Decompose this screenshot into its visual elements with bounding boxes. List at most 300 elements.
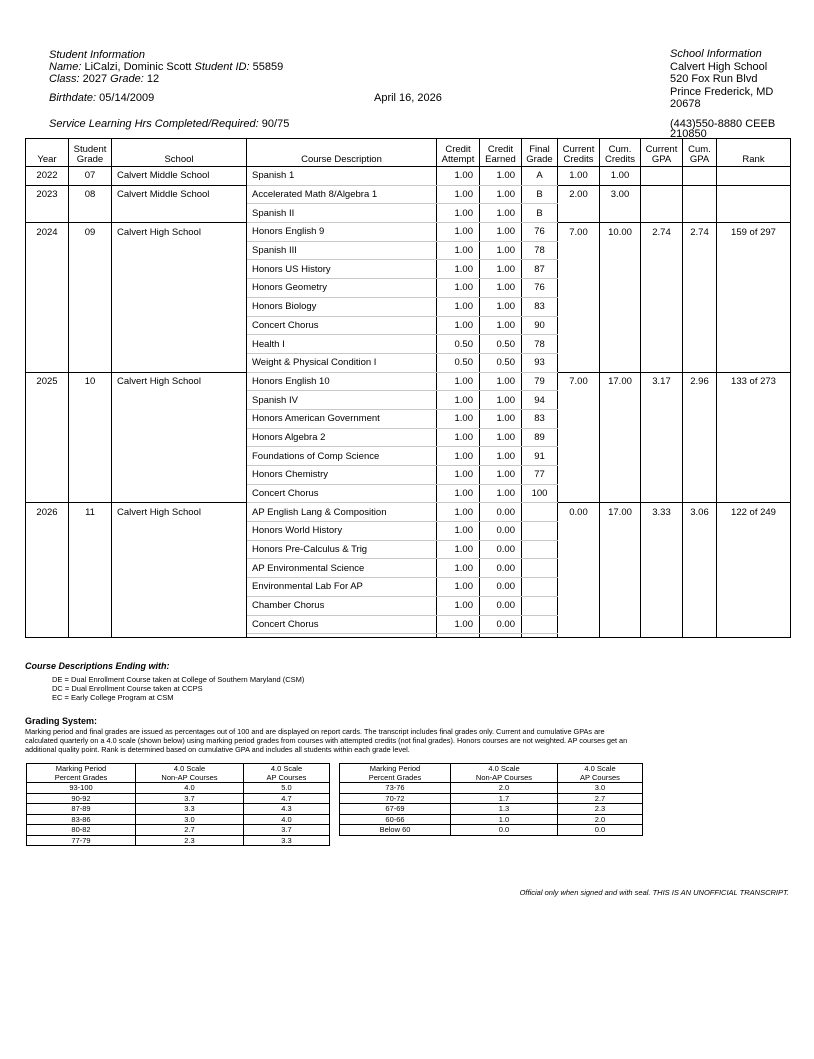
credit-earned: 1.00 [480,466,522,485]
header-current-gpa: Current GPA [641,139,683,167]
current-credits: 7.00 [558,223,600,242]
course-description: Honors Biology [247,297,437,316]
current-credits: 0.00 [558,503,600,522]
ap-points: 5.0 [244,783,330,794]
credit-earned: 1.00 [480,241,522,260]
non-ap-points: 2.3 [136,835,244,846]
current-gpa [641,316,683,335]
credit-earned: 1.00 [480,447,522,466]
rank [717,204,791,223]
year-cell: 2022 [26,167,69,186]
final-grade: 76 [522,223,558,242]
cum-credits [600,260,641,279]
year-cell [26,540,69,559]
current-gpa [641,297,683,316]
school-cell [112,297,247,316]
transcript-row [26,297,791,316]
ap-points: 2.7 [558,793,643,804]
school-zip: 20678 [670,98,701,110]
transcript-row [26,578,791,597]
class-value: 2027 [82,73,108,85]
percent-range: 93-100 [27,783,136,794]
school-cell [112,522,247,541]
course-description: AP Environmental Science [247,559,437,578]
final-grade: 78 [522,241,558,260]
current-credits: 2.00 [558,185,600,204]
final-grade [522,578,558,597]
final-grade [522,522,558,541]
student-id-label: Student ID: [194,61,250,73]
student-grade-cell: 08 [69,185,112,204]
year-cell [26,279,69,298]
cum-gpa: 2.96 [683,372,717,391]
transcript-row [26,335,791,354]
print-date: April 16, 2026 [374,92,442,104]
cum-gpa [683,297,717,316]
credit-attempt: 1.00 [437,372,480,391]
grading-description: Marking period and final grades are issued as percentages out of 100 and are displayed on report cards. The transcript includes final grades only. Current and cumulative GPAs are calculated quarterly on a 4.0 scale (shown below) using marking period grades from courses with attempted credits (not final grades). Honors courses are not weighted. AP courses get an additional quality point. Rank is determined based on cumulative GPA and includes all students within each grade level. [25,727,628,754]
student-grade-cell [69,260,112,279]
course-description: Accelerated Math 8/Algebra 1 [247,185,437,204]
cum-credits [600,297,641,316]
current-gpa [641,428,683,447]
cum-gpa: 3.06 [683,503,717,522]
percent-range: 60-66 [340,814,451,825]
transcript-row [26,241,791,260]
current-gpa [641,466,683,485]
cum-gpa [683,522,717,541]
cum-credits [600,615,641,634]
percent-range: 77-79 [27,835,136,846]
cum-credits [600,540,641,559]
name-label: Name: [49,61,82,73]
cum-credits [600,335,641,354]
non-ap-points: 1.3 [451,804,558,815]
non-ap-points: 1.0 [451,814,558,825]
transcript-row [26,596,791,615]
grading-header-row [340,764,643,783]
ap-points: 3.3 [244,835,330,846]
rank [717,167,791,186]
grading-scale-table-left [26,763,330,846]
credit-earned: 0.00 [480,578,522,597]
rank [717,578,791,597]
school-cell: Calvert Middle School [112,185,247,204]
percent-range: 83-86 [27,814,136,825]
cum-credits [600,353,641,372]
year-cell [26,578,69,597]
final-grade: 89 [522,428,558,447]
cum-gpa [683,204,717,223]
credit-attempt: 1.00 [437,540,480,559]
school-cell: Calvert High School [112,503,247,522]
course-description: Spanish II [247,204,437,223]
percent-range: 70-72 [340,793,451,804]
current-credits [558,484,600,503]
credit-earned: 1.00 [480,185,522,204]
grading-header-ap: 4.0 Scale AP Courses [244,764,330,783]
final-grade: 83 [522,409,558,428]
transcript-row [26,466,791,485]
current-credits [558,353,600,372]
rank [717,428,791,447]
final-grade: 93 [522,353,558,372]
school-cell [112,540,247,559]
final-grade [522,615,558,634]
transcript-row [26,316,791,335]
rank [717,522,791,541]
rank [717,615,791,634]
transcript-table [25,138,791,638]
course-description: Foundations of Comp Science [247,447,437,466]
year-cell: 2024 [26,223,69,242]
credit-earned: 0.50 [480,353,522,372]
student-grade-cell [69,484,112,503]
credit-earned: 1.00 [480,428,522,447]
school-ceeb: 210850 [670,128,707,140]
course-description: Concert Chorus [247,484,437,503]
birthdate-value: 05/14/2009 [99,92,155,104]
current-gpa [641,447,683,466]
non-ap-points: 2.7 [136,825,244,836]
rank [717,260,791,279]
credit-attempt: 1.00 [437,297,480,316]
rank [717,391,791,410]
transcript-row [26,353,791,372]
current-gpa: 3.33 [641,503,683,522]
ap-points: 3.0 [558,783,643,794]
student-grade-cell: 07 [69,167,112,186]
cum-gpa: 2.74 [683,223,717,242]
year-cell [26,447,69,466]
credit-attempt: 1.00 [437,503,480,522]
year-cell [26,466,69,485]
non-ap-points: 2.0 [451,783,558,794]
student-grade-cell [69,297,112,316]
course-description: Environmental Lab For AP [247,578,437,597]
final-grade [522,540,558,559]
credit-earned: 1.00 [480,391,522,410]
school-cell [112,279,247,298]
credit-attempt: 1.00 [437,316,480,335]
credit-earned: 1.00 [480,223,522,242]
cum-credits [600,596,641,615]
year-cell [26,241,69,260]
grading-scale-row [27,783,330,794]
school-cell [112,391,247,410]
current-gpa [641,167,683,186]
rank [717,353,791,372]
grade-value: 12 [146,73,160,85]
transcript-row [26,447,791,466]
year-cell [26,522,69,541]
non-ap-points: 3.7 [136,793,244,804]
non-ap-points: 1.7 [451,793,558,804]
rank [717,297,791,316]
year-cell: 2025 [26,372,69,391]
cum-credits [600,578,641,597]
course-description: Honors American Government [247,409,437,428]
school-cell [112,316,247,335]
student-grade-cell [69,578,112,597]
header-cum-gpa: Cum. GPA [683,139,717,167]
credit-earned: 0.00 [480,596,522,615]
grading-scale-row [340,793,643,804]
current-gpa [641,596,683,615]
current-gpa: 3.17 [641,372,683,391]
cum-gpa [683,335,717,354]
cum-gpa [683,540,717,559]
cum-credits [600,241,641,260]
rank [717,316,791,335]
non-ap-points: 3.3 [136,804,244,815]
cum-credits [600,484,641,503]
student-name-line [49,61,283,73]
student-grade-cell [69,279,112,298]
current-credits [558,204,600,223]
course-description: Concert Chorus [247,316,437,335]
student-grade-cell [69,522,112,541]
cum-gpa [683,428,717,447]
unofficial-notice: Official only when signed and with seal. THIS IS AN UNOFFICIAL TRANSCRIPT. [519,888,789,897]
non-ap-points: 3.0 [136,814,244,825]
cum-credits [600,466,641,485]
cum-credits: 17.00 [600,372,641,391]
rank [717,185,791,204]
header-course: Course Description [247,139,437,167]
ap-points: 4.0 [244,814,330,825]
student-grade-cell [69,335,112,354]
credit-attempt: 1.00 [437,223,480,242]
final-grade [522,503,558,522]
cum-gpa [683,596,717,615]
student-id: 55859 [252,61,284,73]
student-grade-cell [69,596,112,615]
transcript-row [26,522,791,541]
rank [717,335,791,354]
final-grade: 90 [522,316,558,335]
header-rank: Rank [717,139,791,167]
credit-attempt: 1.00 [437,167,480,186]
final-grade [522,559,558,578]
cum-credits: 3.00 [600,185,641,204]
course-description: Honors English 9 [247,223,437,242]
credit-attempt: 1.00 [437,279,480,298]
year-cell [26,484,69,503]
current-gpa [641,185,683,204]
current-gpa [641,615,683,634]
year-cell: 2026 [26,503,69,522]
school-cell [112,353,247,372]
rank [717,447,791,466]
grading-header-row [27,764,330,783]
current-gpa [641,279,683,298]
current-gpa [641,484,683,503]
current-gpa [641,578,683,597]
transcript-row [26,615,791,634]
percent-range: 67-69 [340,804,451,815]
current-credits [558,279,600,298]
current-credits [558,409,600,428]
grading-scale-row [340,825,643,836]
rank [717,559,791,578]
course-description: Honors Algebra 2 [247,428,437,447]
service-label: Service Learning Hrs Completed/Required: [49,118,259,130]
student-info-heading: Student Information [49,49,146,61]
final-grade: 91 [522,447,558,466]
grading-header-non-ap: 4.0 Scale Non-AP Courses [136,764,244,783]
rank: 122 of 249 [717,503,791,522]
cum-gpa [683,353,717,372]
school-info-heading: School Information [670,48,762,60]
current-credits [558,316,600,335]
school-cell [112,466,247,485]
cum-gpa [683,615,717,634]
grading-header-percent: Marking Period Percent Grades [27,764,136,783]
year-cell: 2023 [26,185,69,204]
cum-credits: 1.00 [600,167,641,186]
ap-points: 2.0 [558,814,643,825]
year-cell [26,260,69,279]
year-cell [26,559,69,578]
credit-attempt: 1.00 [437,260,480,279]
school-cell [112,615,247,634]
credit-earned: 0.00 [480,615,522,634]
current-credits: 1.00 [558,167,600,186]
grading-scale-row [27,793,330,804]
current-credits [558,241,600,260]
transcript-row [26,204,791,223]
current-credits [558,260,600,279]
credit-earned: 1.00 [480,372,522,391]
header-current-credits: Current Credits [558,139,600,167]
credit-attempt: 0.50 [437,353,480,372]
final-grade: 100 [522,484,558,503]
school-cell: Calvert High School [112,372,247,391]
final-grade: B [522,204,558,223]
cum-gpa [683,185,717,204]
final-grade: B [522,185,558,204]
transcript-row [26,260,791,279]
student-grade-cell [69,559,112,578]
current-credits [558,428,600,447]
current-credits [558,335,600,354]
credit-attempt: 1.00 [437,447,480,466]
school-cell [112,447,247,466]
grading-scale-table-right [339,763,643,836]
cum-credits [600,316,641,335]
current-credits [558,522,600,541]
service-learning-line [49,118,289,130]
current-credits [558,559,600,578]
ap-points: 4.7 [244,793,330,804]
credit-earned: 1.00 [480,297,522,316]
course-description: Honors Pre-Calculus & Trig [247,540,437,559]
percent-range: Below 60 [340,825,451,836]
percent-range: 73-76 [340,783,451,794]
cum-credits [600,279,641,298]
current-gpa [641,559,683,578]
course-description: Concert Chorus [247,615,437,634]
year-cell [26,353,69,372]
cum-gpa [683,578,717,597]
current-gpa [641,353,683,372]
final-grade: 78 [522,335,558,354]
credit-earned: 0.00 [480,540,522,559]
year-cell [26,335,69,354]
non-ap-points: 4.0 [136,783,244,794]
cum-gpa [683,466,717,485]
final-grade: 77 [522,466,558,485]
credit-earned: 1.00 [480,409,522,428]
course-description: AP English Lang & Composition [247,503,437,522]
school-phone: (443)550-8880 CEEB [670,117,776,130]
percent-range: 80-82 [27,825,136,836]
current-gpa [641,335,683,354]
ap-points: 3.7 [244,825,330,836]
cum-gpa [683,316,717,335]
course-description: Honors Chemistry [247,466,437,485]
current-gpa [641,522,683,541]
student-grade-cell [69,540,112,559]
credit-earned: 0.00 [480,503,522,522]
transcript-row [26,540,791,559]
grade-label: Grade: [110,73,144,85]
rank [717,466,791,485]
transcript-row [26,185,791,204]
cum-gpa [683,484,717,503]
cum-gpa [683,260,717,279]
course-description: Spanish III [247,241,437,260]
grading-scale-row [27,835,330,846]
grading-title: Grading System: [25,716,98,726]
final-grade: 83 [522,297,558,316]
final-grade: 76 [522,279,558,298]
current-gpa [641,540,683,559]
cum-credits [600,391,641,410]
rank [717,540,791,559]
year-cell [26,391,69,410]
credit-earned: 1.00 [480,484,522,503]
school-cell: Calvert High School [112,223,247,242]
grading-scale-row [27,825,330,836]
grading-header-non-ap: 4.0 Scale Non-AP Courses [451,764,558,783]
school-cell [112,596,247,615]
transcript-body [26,167,791,638]
year-cell [26,316,69,335]
student-grade-cell [69,353,112,372]
header-final-grade: Final Grade [522,139,558,167]
percent-range: 90-92 [27,793,136,804]
student-grade-cell [69,466,112,485]
current-credits [558,297,600,316]
current-gpa: 2.74 [641,223,683,242]
header-cum-credits: Cum. Credits [600,139,641,167]
cum-gpa [683,409,717,428]
school-cell [112,409,247,428]
current-credits [558,391,600,410]
cum-gpa [683,447,717,466]
cum-gpa [683,559,717,578]
cum-credits [600,559,641,578]
rank [717,409,791,428]
ap-points: 4.3 [244,804,330,815]
current-credits [558,447,600,466]
header-credit-earned: Credit Earned [480,139,522,167]
student-class-line [49,73,159,85]
credit-attempt: 1.00 [437,241,480,260]
cum-credits [600,204,641,223]
